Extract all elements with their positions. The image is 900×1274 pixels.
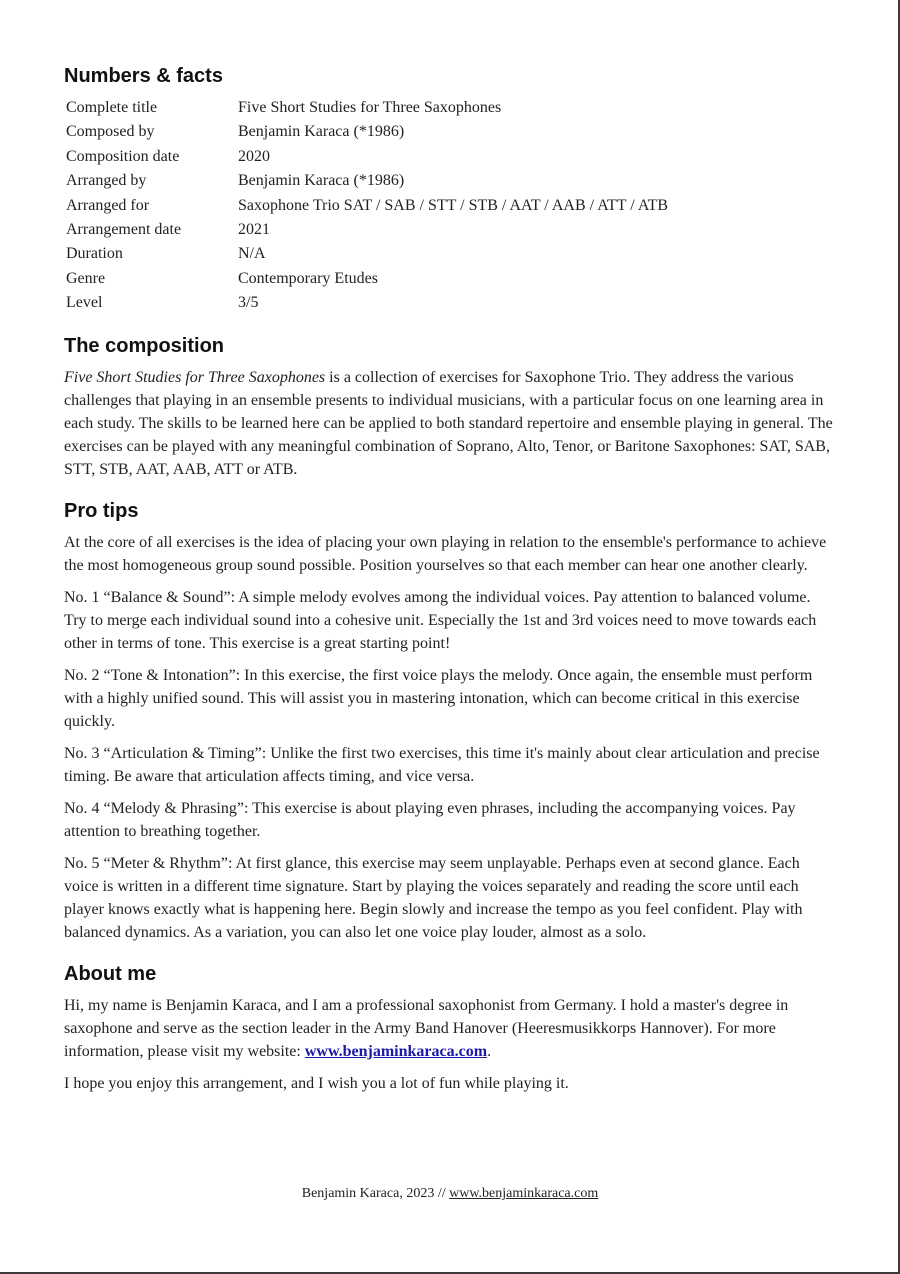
composition-body: is a collection of exercises for Saxophone Trio. They address the various challenges that playing in an ensemble presents to individual musicians, with a particular focus on one learning area in each study. The skills to be learned here can be applied to both standard repertoire and ensemble playing in general. The exercises can be played with any meaningful combination of Soprano, Alto, Tenor, or Baritone Saxophones: SAT, SAB, STT, STB, AAT, AAB, ATT or ATB. [64, 368, 833, 478]
tip-item: No. 3 “Articulation & Timing”: Unlike the first two exercises, this time it's mainly about clear articulation and precise timing. Be aware that articulation affects timing, and vice versa. [64, 744, 820, 785]
website-link[interactable]: www.benjaminkaraca.com [304, 1042, 488, 1060]
facts-row [66, 194, 668, 218]
facts-label: Genre [66, 269, 106, 287]
page-footer [0, 1186, 900, 1202]
tip-item: No. 2 “Tone & Intonation”: In this exercise, the first voice plays the melody. Once again, the ensemble must perform with a highly unified sound. This will assist you in mastering intonation, which can become critical in this exercise quickly. [64, 666, 813, 730]
tip-item: No. 5 “Meter & Rhythm”: At first glance, this exercise may seem unplayable. Perhaps even at second glance. Each voice is written in a different time signature. Start by playing the voices separately and reading the score until each player knows exactly what is happening here. Begin slowly and increase the tempo as you feel confident. Play with balanced dynamics. As a variation, you can also let one voice play louder, almost as a solo. [64, 854, 803, 941]
facts-row [66, 218, 668, 242]
facts-value: Saxophone Trio SAT / SAB / STT / STB / AAT / AAB / ATT / ATB [238, 196, 669, 214]
tip-item: No. 1 “Balance & Sound”: A simple melody evolves among the individual voices. Pay attention to balanced volume. Try to merge each individual sound into a cohesive unit. Especially the 1st and 3rd voices need to move towards each other in terms of tone. This exercise is a great starting point! [64, 588, 817, 652]
facts-value: Benjamin Karaca (*1986) [238, 172, 405, 190]
facts-row [66, 267, 668, 291]
about-period: . [487, 1042, 492, 1060]
composition-title: Five Short Studies for Three Saxophones [64, 368, 326, 386]
footer-text: Benjamin Karaca, 2023 // [301, 1186, 450, 1201]
tip-item: No. 4 “Melody & Phrasing”: This exercise is about playing even phrases, including the accompanying voices. Pay attention to breathing together. [64, 799, 796, 840]
facts-value: Five Short Studies for Three Saxophones [238, 99, 502, 116]
facts-label: Composed by [66, 123, 155, 141]
document-body [64, 62, 836, 1104]
facts-label: Complete title [66, 99, 158, 116]
facts-label: Level [66, 294, 103, 312]
facts-value: Contemporary Etudes [238, 269, 378, 287]
facts-row [66, 120, 668, 144]
tips-intro: At the core of all exercises is the idea of placing your own playing in relation to the ensemble's performance to achieve the most homogeneous group sound possible. Position yourselves so that each member can hear one another clearly. [64, 533, 827, 574]
footer-website-link[interactable]: www.benjaminkaraca.com [449, 1186, 599, 1201]
facts-heading: Numbers & facts [64, 65, 223, 87]
facts-label: Arranged by [66, 172, 147, 190]
composition-heading: The composition [64, 334, 224, 357]
facts-value: N/A [238, 245, 266, 263]
facts-row [66, 242, 668, 266]
tips-heading: Pro tips [64, 499, 139, 522]
facts-label: Arranged for [66, 196, 150, 214]
closing-paragraph: I hope you enjoy this arrangement, and I wish you a lot of fun while playing it. [64, 1074, 569, 1092]
facts-value: Benjamin Karaca (*1986) [238, 123, 405, 141]
about-paragraph [64, 994, 836, 1063]
facts-value: 2021 [238, 221, 270, 239]
facts-label: Duration [66, 245, 123, 263]
about-heading: About me [64, 962, 157, 985]
facts-value: 3/5 [238, 294, 259, 312]
facts-value: 2020 [238, 147, 270, 165]
about-body: Hi, my name is Benjamin Karaca, and I am a professional saxophonist from Germany. I hold a master's degree in saxophone and serve as the section leader in the Army Band Hanover (Heeresmusikkorps Hannover). For more information, please visit my website: [64, 996, 789, 1060]
facts-row [66, 291, 668, 315]
facts-row [66, 96, 668, 120]
composition-paragraph [64, 366, 836, 481]
facts-table [66, 96, 668, 316]
facts-row [66, 145, 668, 169]
facts-row [66, 169, 668, 193]
facts-label: Arrangement date [66, 221, 182, 239]
facts-label: Composition date [66, 147, 180, 165]
